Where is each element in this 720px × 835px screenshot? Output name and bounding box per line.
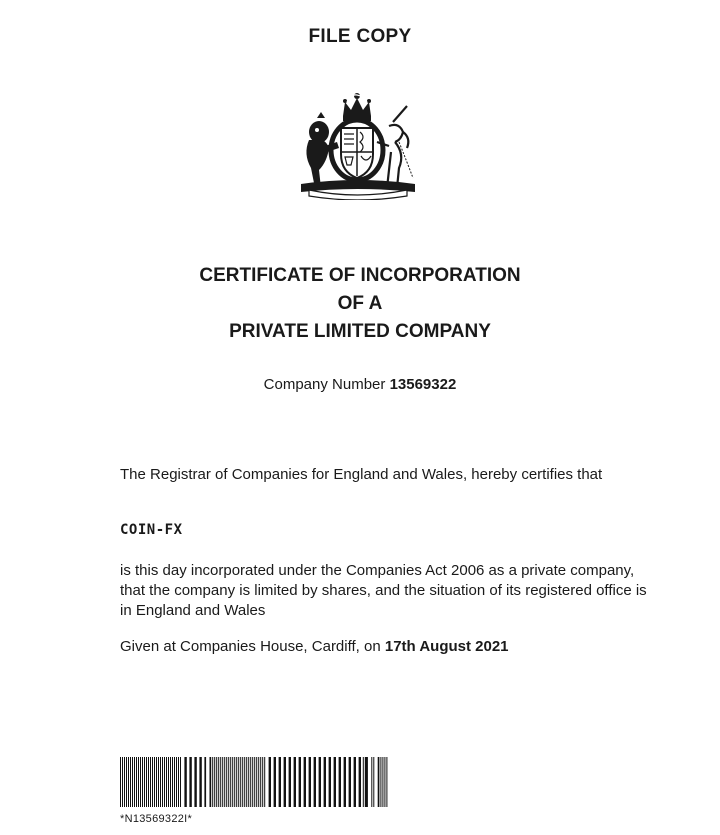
- company-number-label: Company Number: [263, 376, 386, 393]
- given-at-statement: [120, 637, 660, 657]
- incorporation-statement: is this day incorporated under the Companies Act 2006 as a private company, that the company is limited by shares, and the situation of its registered office is in England and Wales: [120, 562, 647, 619]
- file-copy-heading: FILE COPY: [308, 26, 412, 47]
- incorporation-date: 17th August 2021: [384, 638, 509, 655]
- royal-coat-of-arms-icon: [295, 92, 420, 200]
- company-name: COIN-FX: [120, 522, 183, 538]
- certificate-title: [0, 262, 720, 346]
- barcode-text: *N13569322I*: [120, 813, 193, 825]
- title-line-3: PRIVATE LIMITED COMPANY: [229, 321, 491, 342]
- title-line-1: CERTIFICATE OF INCORPORATION: [199, 265, 521, 286]
- company-number-value: 13569322: [389, 376, 457, 393]
- company-number: [0, 376, 720, 393]
- given-at-text: Given at Companies House, Cardiff, on: [120, 638, 381, 655]
- barcode: [120, 757, 390, 807]
- registrar-certifies-text: The Registrar of Companies for England and Wales, hereby certifies that: [120, 466, 603, 483]
- title-line-2: OF A: [337, 293, 383, 314]
